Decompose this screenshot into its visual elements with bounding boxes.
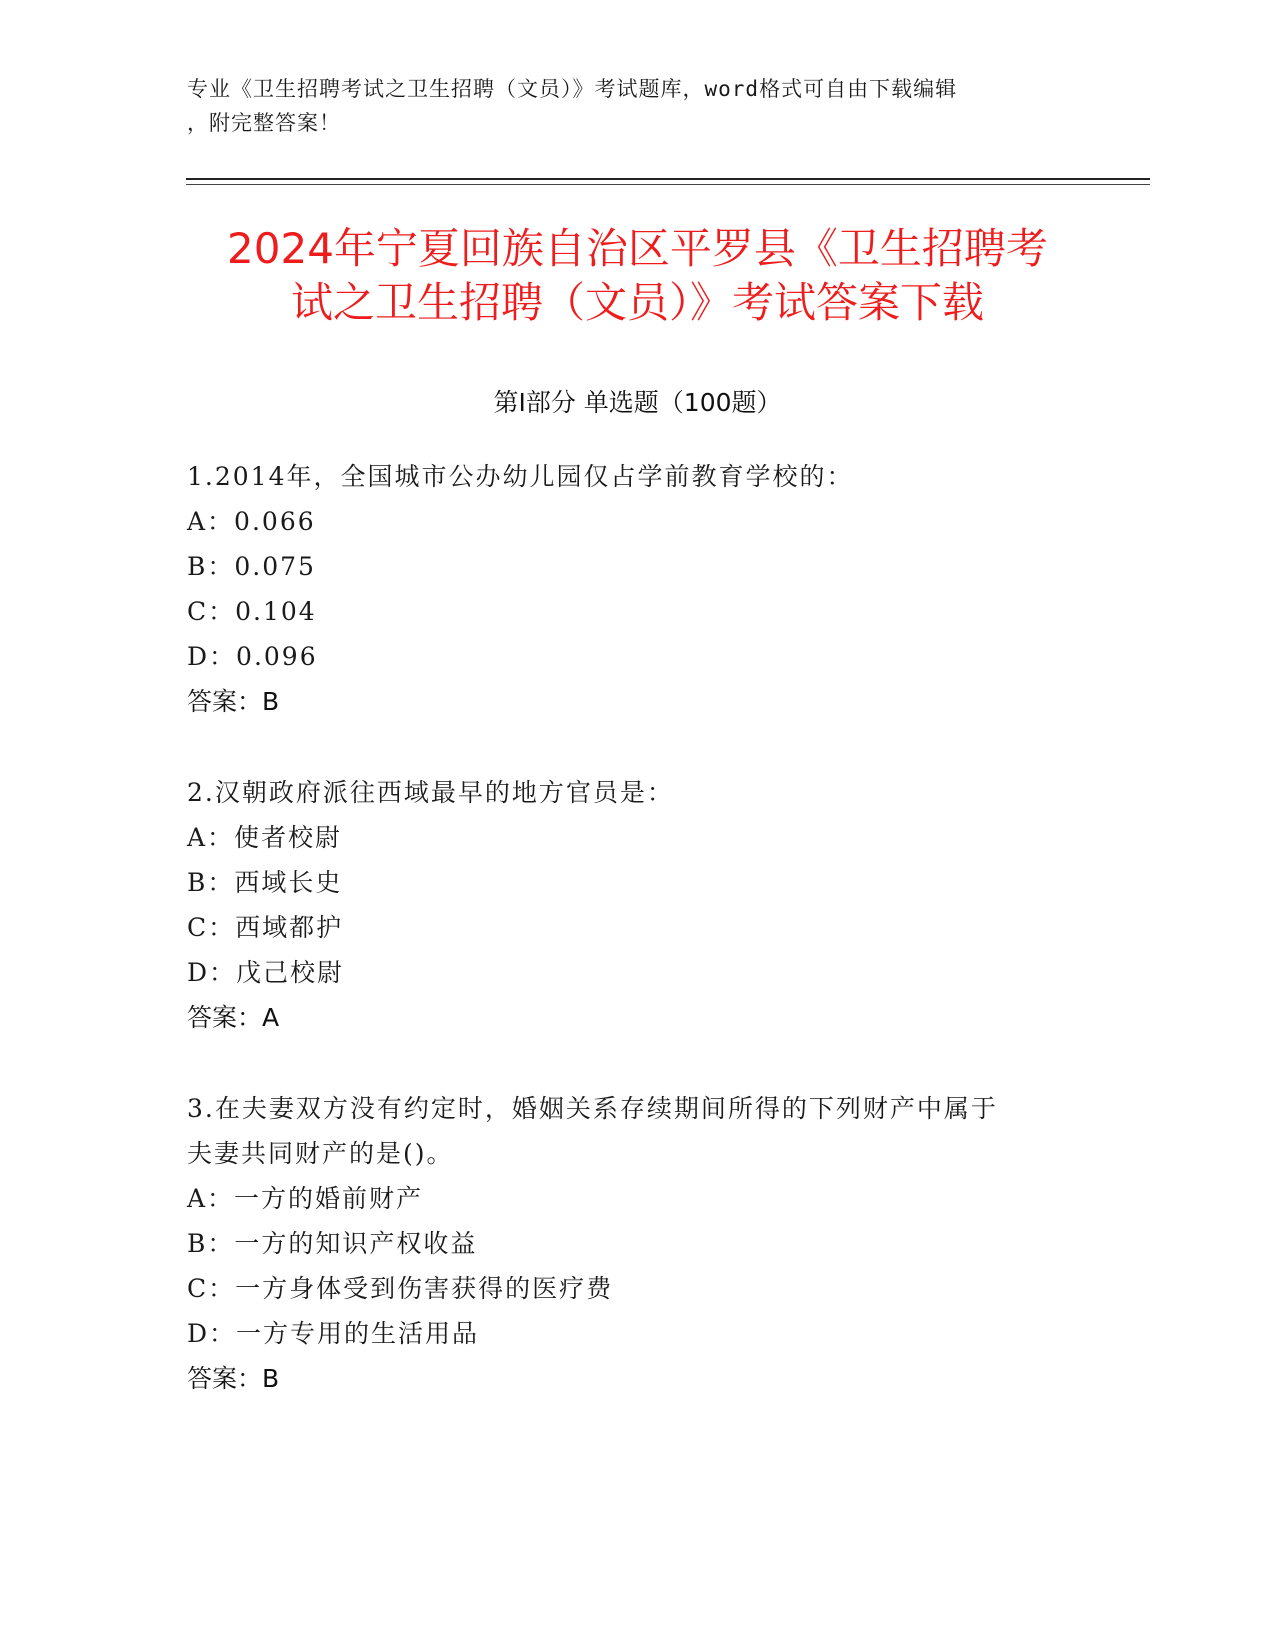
option-c: C：0.104 bbox=[187, 597, 317, 626]
option-a: A：使者校尉 bbox=[187, 823, 343, 852]
answer: 答案：B bbox=[187, 1364, 280, 1393]
option-d: D：戊己校尉 bbox=[187, 958, 345, 987]
option-a: A：一方的婚前财产 bbox=[187, 1184, 424, 1213]
question-1 bbox=[187, 454, 1067, 724]
option-d: D：一方专用的生活用品 bbox=[187, 1319, 480, 1348]
option-b: B：西域长史 bbox=[187, 868, 343, 897]
header-note-line1: 专业《卫生招聘考试之卫生招聘（文员）》考试题库，word格式可自由下载编辑 bbox=[187, 77, 958, 101]
header-divider-thin bbox=[186, 184, 1150, 185]
question-stem: 1.2014年，全国城市公办幼儿园仅占学前教育学校的： bbox=[187, 462, 854, 491]
option-d: D：0.096 bbox=[187, 642, 318, 671]
option-c: C：一方身体受到伤害获得的医疗费 bbox=[187, 1274, 614, 1303]
section-title: 第Ⅰ部分 单选题（100题） bbox=[493, 388, 782, 417]
header-divider-thick bbox=[186, 178, 1150, 180]
document-title-line1: 2024年宁夏回族自治区平罗县《卫生招聘考 bbox=[227, 224, 1048, 273]
question-stem: 2.汉朝政府派往西域最早的地方官员是： bbox=[187, 778, 674, 807]
document-title-line2: 试之卫生招聘（文员）》考试答案下载 bbox=[290, 278, 984, 327]
header-note bbox=[187, 72, 1067, 140]
question-stem-line2: 夫妻共同财产的是()。 bbox=[187, 1139, 454, 1168]
option-c: C：西域都护 bbox=[187, 913, 344, 942]
option-b: B：0.075 bbox=[187, 552, 316, 581]
document-title bbox=[150, 222, 1125, 330]
question-stem-line1: 3.在夫妻双方没有约定时，婚姻关系存续期间所得的下列财产中属于 bbox=[187, 1094, 998, 1123]
question-2 bbox=[187, 770, 1067, 1040]
answer: 答案：B bbox=[187, 687, 280, 716]
answer: 答案：A bbox=[187, 1003, 280, 1032]
header-note-line2: ，附完整答案！ bbox=[187, 111, 341, 135]
question-3 bbox=[187, 1086, 1067, 1401]
option-a: A：0.066 bbox=[187, 507, 316, 536]
option-b: B：一方的知识产权收益 bbox=[187, 1229, 478, 1258]
